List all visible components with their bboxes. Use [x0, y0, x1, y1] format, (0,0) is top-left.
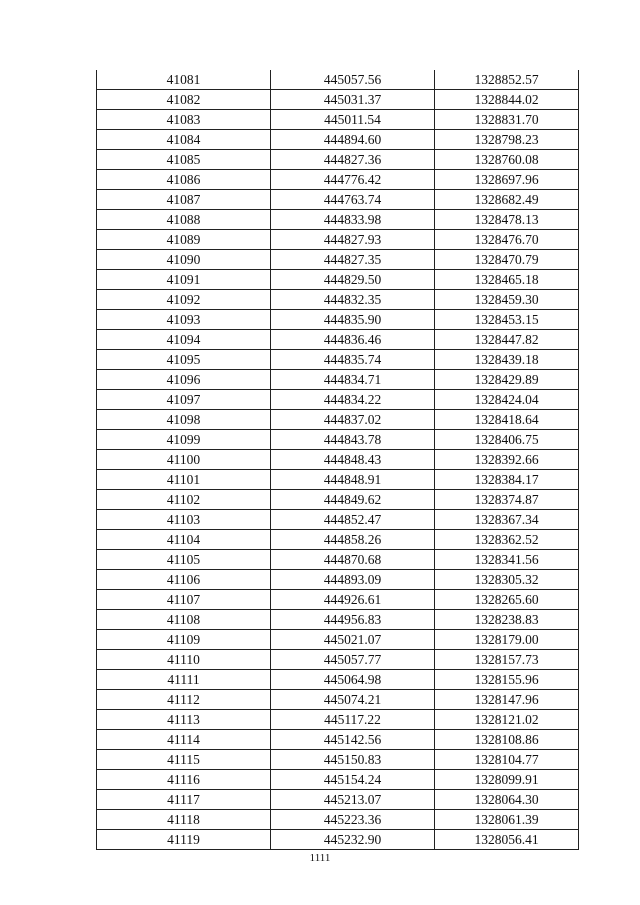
y-coordinate-cell: 1328384.17: [435, 470, 579, 490]
table-row: [97, 110, 579, 130]
table-row: [97, 630, 579, 650]
point-id-cell: 41085: [97, 150, 271, 170]
y-coordinate-cell: 1328374.87: [435, 490, 579, 510]
point-id-cell: 41103: [97, 510, 271, 530]
table-row: [97, 150, 579, 170]
table-row: [97, 690, 579, 710]
point-id-cell: 41108: [97, 610, 271, 630]
y-coordinate-cell: 1328061.39: [435, 810, 579, 830]
y-coordinate-cell: 1328367.34: [435, 510, 579, 530]
point-id-cell: 41116: [97, 770, 271, 790]
x-coordinate-cell: 444893.09: [271, 570, 435, 590]
point-id-cell: 41112: [97, 690, 271, 710]
table-row: [97, 650, 579, 670]
x-coordinate-cell: 444835.74: [271, 350, 435, 370]
point-id-cell: 41095: [97, 350, 271, 370]
x-coordinate-cell: 445057.56: [271, 70, 435, 90]
x-coordinate-cell: 444858.26: [271, 530, 435, 550]
table-row: [97, 190, 579, 210]
table-row: [97, 350, 579, 370]
point-id-cell: 41089: [97, 230, 271, 250]
y-coordinate-cell: 1328305.32: [435, 570, 579, 590]
point-id-cell: 41092: [97, 290, 271, 310]
y-coordinate-cell: 1328108.86: [435, 730, 579, 750]
y-coordinate-cell: 1328831.70: [435, 110, 579, 130]
y-coordinate-cell: 1328056.41: [435, 830, 579, 850]
x-coordinate-cell: 444776.42: [271, 170, 435, 190]
x-coordinate-cell: 444827.35: [271, 250, 435, 270]
y-coordinate-cell: 1328424.04: [435, 390, 579, 410]
y-coordinate-cell: 1328760.08: [435, 150, 579, 170]
y-coordinate-cell: 1328147.96: [435, 690, 579, 710]
point-id-cell: 41114: [97, 730, 271, 750]
x-coordinate-cell: 445213.07: [271, 790, 435, 810]
point-id-cell: 41090: [97, 250, 271, 270]
y-coordinate-cell: 1328121.02: [435, 710, 579, 730]
point-id-cell: 41101: [97, 470, 271, 490]
point-id-cell: 41087: [97, 190, 271, 210]
table-row: [97, 770, 579, 790]
point-id-cell: 41109: [97, 630, 271, 650]
y-coordinate-cell: 1328341.56: [435, 550, 579, 570]
table-row: [97, 270, 579, 290]
table-row: [97, 370, 579, 390]
point-id-cell: 41097: [97, 390, 271, 410]
y-coordinate-cell: 1328476.70: [435, 230, 579, 250]
y-coordinate-cell: 1328392.66: [435, 450, 579, 470]
x-coordinate-cell: 444848.91: [271, 470, 435, 490]
y-coordinate-cell: 1328439.18: [435, 350, 579, 370]
point-id-cell: 41106: [97, 570, 271, 590]
table-row: [97, 830, 579, 850]
y-coordinate-cell: 1328447.82: [435, 330, 579, 350]
point-id-cell: 41119: [97, 830, 271, 850]
x-coordinate-cell: 444848.43: [271, 450, 435, 470]
table-row: [97, 510, 579, 530]
page-number: 1111: [309, 852, 331, 864]
point-id-cell: 41100: [97, 450, 271, 470]
point-id-cell: 41110: [97, 650, 271, 670]
table-row: [97, 210, 579, 230]
y-coordinate-cell: 1328852.57: [435, 70, 579, 90]
x-coordinate-cell: 445232.90: [271, 830, 435, 850]
point-id-cell: 41104: [97, 530, 271, 550]
x-coordinate-cell: 444836.46: [271, 330, 435, 350]
y-coordinate-cell: 1328453.15: [435, 310, 579, 330]
coordinate-table: [96, 70, 579, 850]
point-id-cell: 41105: [97, 550, 271, 570]
y-coordinate-cell: 1328362.52: [435, 530, 579, 550]
table-row: [97, 330, 579, 350]
x-coordinate-cell: 444834.22: [271, 390, 435, 410]
point-id-cell: 41098: [97, 410, 271, 430]
y-coordinate-cell: 1328064.30: [435, 790, 579, 810]
point-id-cell: 41081: [97, 70, 271, 90]
table-row: [97, 90, 579, 110]
x-coordinate-cell: 445154.24: [271, 770, 435, 790]
table-row: [97, 610, 579, 630]
table-row: [97, 470, 579, 490]
y-coordinate-cell: 1328238.83: [435, 610, 579, 630]
coordinate-table-body: [97, 70, 579, 850]
x-coordinate-cell: 445021.07: [271, 630, 435, 650]
y-coordinate-cell: 1328418.64: [435, 410, 579, 430]
table-row: [97, 530, 579, 550]
x-coordinate-cell: 444763.74: [271, 190, 435, 210]
x-coordinate-cell: 445064.98: [271, 670, 435, 690]
table-row: [97, 450, 579, 470]
x-coordinate-cell: 445142.56: [271, 730, 435, 750]
x-coordinate-cell: 444837.02: [271, 410, 435, 430]
point-id-cell: 41113: [97, 710, 271, 730]
x-coordinate-cell: 444827.36: [271, 150, 435, 170]
table-row: [97, 730, 579, 750]
point-id-cell: 41083: [97, 110, 271, 130]
table-row: [97, 410, 579, 430]
y-coordinate-cell: 1328465.18: [435, 270, 579, 290]
y-coordinate-cell: 1328459.30: [435, 290, 579, 310]
y-coordinate-cell: 1328265.60: [435, 590, 579, 610]
table-row: [97, 70, 579, 90]
y-coordinate-cell: 1328179.00: [435, 630, 579, 650]
x-coordinate-cell: 445150.83: [271, 750, 435, 770]
x-coordinate-cell: 444829.50: [271, 270, 435, 290]
y-coordinate-cell: 1328406.75: [435, 430, 579, 450]
y-coordinate-cell: 1328798.23: [435, 130, 579, 150]
table-row: [97, 490, 579, 510]
table-row: [97, 130, 579, 150]
point-id-cell: 41115: [97, 750, 271, 770]
x-coordinate-cell: 444843.78: [271, 430, 435, 450]
table-row: [97, 250, 579, 270]
point-id-cell: 41099: [97, 430, 271, 450]
x-coordinate-cell: 444852.47: [271, 510, 435, 530]
y-coordinate-cell: 1328104.77: [435, 750, 579, 770]
y-coordinate-cell: 1328682.49: [435, 190, 579, 210]
point-id-cell: 41082: [97, 90, 271, 110]
y-coordinate-cell: 1328429.89: [435, 370, 579, 390]
x-coordinate-cell: 444833.98: [271, 210, 435, 230]
y-coordinate-cell: 1328470.79: [435, 250, 579, 270]
table-row: [97, 670, 579, 690]
x-coordinate-cell: 445117.22: [271, 710, 435, 730]
table-row: [97, 550, 579, 570]
x-coordinate-cell: 444894.60: [271, 130, 435, 150]
x-coordinate-cell: 444834.71: [271, 370, 435, 390]
x-coordinate-cell: 445031.37: [271, 90, 435, 110]
point-id-cell: 41088: [97, 210, 271, 230]
point-id-cell: 41093: [97, 310, 271, 330]
x-coordinate-cell: 445057.77: [271, 650, 435, 670]
y-coordinate-cell: 1328155.96: [435, 670, 579, 690]
point-id-cell: 41086: [97, 170, 271, 190]
table-row: [97, 230, 579, 250]
x-coordinate-cell: 445011.54: [271, 110, 435, 130]
x-coordinate-cell: 445223.36: [271, 810, 435, 830]
x-coordinate-cell: 444956.83: [271, 610, 435, 630]
table-row: [97, 710, 579, 730]
y-coordinate-cell: 1328157.73: [435, 650, 579, 670]
table-row: [97, 390, 579, 410]
point-id-cell: 41111: [97, 670, 271, 690]
point-id-cell: 41084: [97, 130, 271, 150]
point-id-cell: 41094: [97, 330, 271, 350]
x-coordinate-cell: 444870.68: [271, 550, 435, 570]
y-coordinate-cell: 1328478.13: [435, 210, 579, 230]
y-coordinate-cell: 1328099.91: [435, 770, 579, 790]
table-row: [97, 590, 579, 610]
point-id-cell: 41118: [97, 810, 271, 830]
point-id-cell: 41117: [97, 790, 271, 810]
y-coordinate-cell: 1328697.96: [435, 170, 579, 190]
point-id-cell: 41102: [97, 490, 271, 510]
x-coordinate-cell: 444827.93: [271, 230, 435, 250]
x-coordinate-cell: 445074.21: [271, 690, 435, 710]
table-row: [97, 570, 579, 590]
table-row: [97, 170, 579, 190]
point-id-cell: 41096: [97, 370, 271, 390]
table-row: [97, 290, 579, 310]
x-coordinate-cell: 444926.61: [271, 590, 435, 610]
table-row: [97, 790, 579, 810]
table-row: [97, 310, 579, 330]
y-coordinate-cell: 1328844.02: [435, 90, 579, 110]
x-coordinate-cell: 444835.90: [271, 310, 435, 330]
table-row: [97, 430, 579, 450]
x-coordinate-cell: 444849.62: [271, 490, 435, 510]
table-row: [97, 750, 579, 770]
point-id-cell: 41091: [97, 270, 271, 290]
table-row: [97, 810, 579, 830]
point-id-cell: 41107: [97, 590, 271, 610]
x-coordinate-cell: 444832.35: [271, 290, 435, 310]
